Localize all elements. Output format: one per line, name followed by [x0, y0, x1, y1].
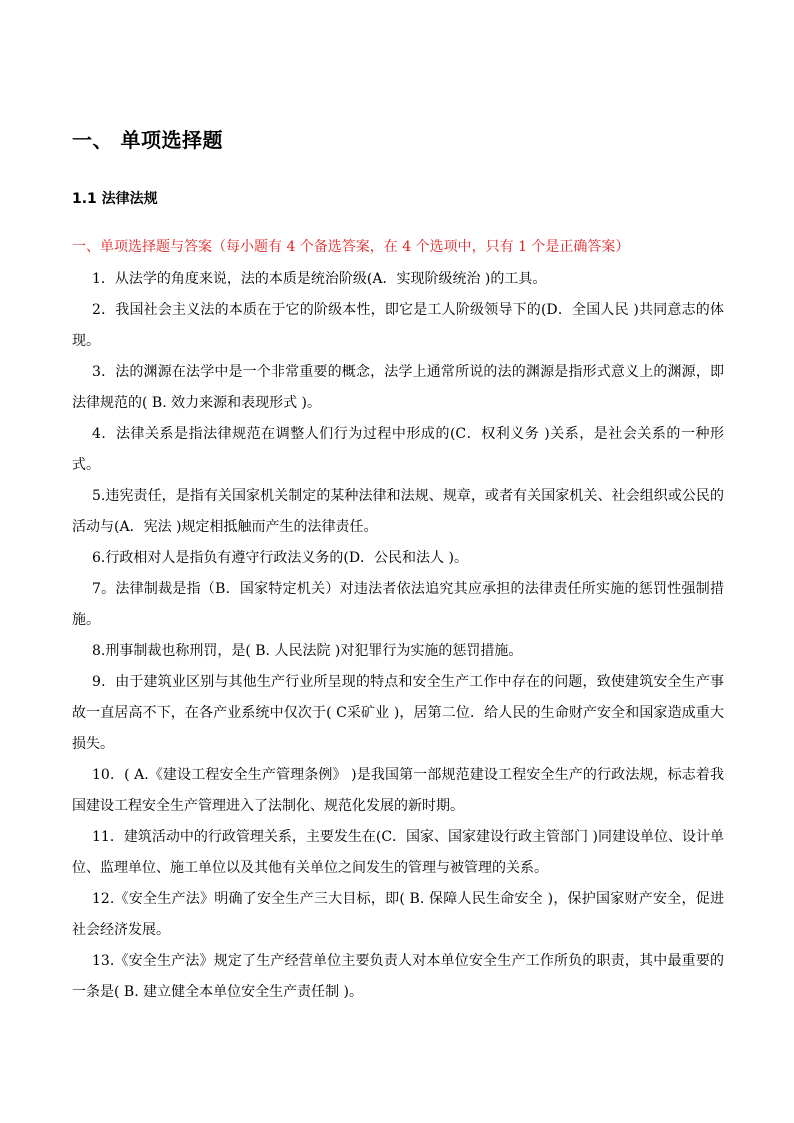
question-item: 9．由于建筑业区别与其他生产行业所呈现的特点和安全生产工作中存在的问题，致使建筑安全生产事故一直居高不下，在各产业系统中仅次于( C采矿业 )，居第二位．给人民的生命财产安全和国家造成重大损失。	[72, 674, 724, 752]
question-item: 3．法的渊源在法学中是一个非常重要的概念，法学上通常所说的法的渊源是指形式意义上的渊源，即法律规范的( B. 效力来源和表现形式 )。	[72, 364, 724, 411]
question-list	[72, 264, 724, 1008]
question-item: 8.刑事制裁也称刑罚，是( B. 人民法院 )对犯罪行为实施的惩罚措施。	[92, 643, 523, 659]
instruction-text: 一、单项选择题与答案（每小题有 4 个备选答案，在 4 个选项中，只有 1 个是正确答案）	[72, 239, 630, 255]
section-title: 一、 单项选择题	[72, 128, 223, 152]
subsection-title: 1.1 法律法规	[72, 191, 158, 207]
question-item: 10．( A.《建设工程安全生产管理条例》 )是我国第一部规范建设工程安全生产的行政法规，标志着我国建设工程安全生产管理进入了法制化、规范化发展的新时期。	[72, 767, 724, 814]
question-item: 13.《安全生产法》规定了生产经营单位主要负责人对本单位安全生产工作所负的职责，其中最重要的一条是( B. 建立健全本单位安全生产责任制 )。	[72, 953, 724, 1000]
question-item: 12.《安全生产法》明确了安全生产三大目标，即( B. 保障人民生命安全 )，保护国家财产安全，促进社会经济发展。	[72, 891, 724, 938]
question-item: 2．我国社会主义法的本质在于它的阶级本性，即它是工人阶级领导下的(D．全国人民 )共同意志的体现。	[72, 302, 724, 349]
question-item: 6.行政相对人是指负有遵守行政法义务的(D．公民和法人 )。	[92, 550, 468, 566]
question-item: 4．法律关系是指法律规范在调整人们行为过程中形成的(C．权利义务 )关系，是社会关系的一种形式。	[72, 426, 724, 473]
question-item: 11．建筑活动中的行政管理关系，主要发生在(C．国家、国家建设行政主管部门 )同建设单位、设计单位、监理单位、施工单位以及其他有关单位之间发生的管理与被管理的关系。	[72, 829, 724, 876]
question-item: 1．从法学的角度来说，法的本质是统治阶级(A．实现阶级统治 )的工具。	[92, 271, 547, 287]
question-item: 5.违宪责任，是指有关国家机关制定的某种法律和法规、规章，或者有关国家机关、社会组织或公民的活动与(A．宪法 )规定相抵触而产生的法律责任。	[72, 488, 724, 535]
question-item: 7。法律制裁是指（B．国家特定机关）对违法者依法追究其应承担的法律责任所实施的惩罚性强制措施。	[72, 581, 724, 628]
